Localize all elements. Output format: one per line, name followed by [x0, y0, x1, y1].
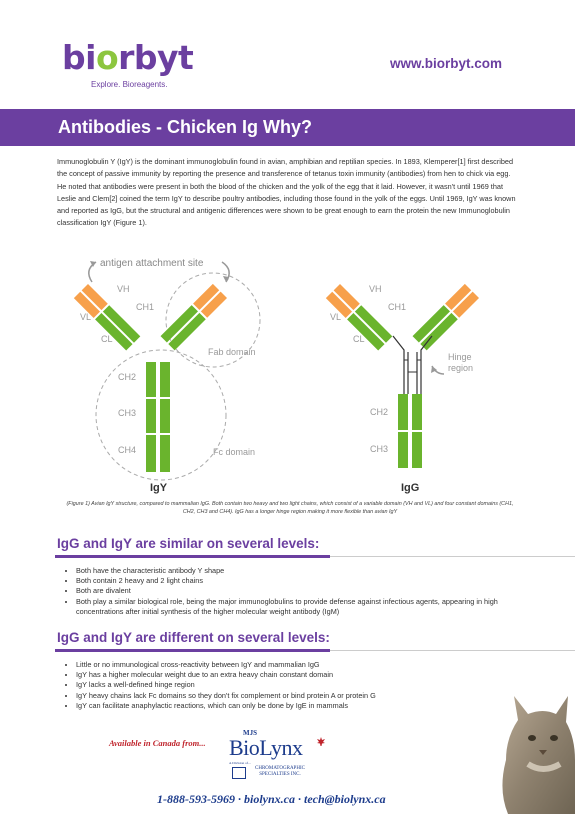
intro-paragraph: Immunoglobulin Y (IgY) is the dominant immunoglobulin found in avian, amphibian and reptilian species. In 1893, Klemperer[1] first described the concept of passive immunity by reporting the presence and transference of tetanus toxin immunity (antibodies) from hen to chick via egg. He noted that antibodies were present in both the blood of the chicken and the yolk of the egg that it laid. However, it wasn't until 1969 that Leslie and Clem[2] coined the term IgY to describe poultry antibodies, including those found in the yolk of the eggs. Until 1969, IgY was known and reported as IgG, but the structural and antigenic differences were shown to be great enough to earn the protein the new Immunoglobulin classification IgY (Figure 1).: [57, 157, 516, 228]
igy-vh-label: VH: [117, 284, 130, 294]
igy-diagram: [74, 258, 260, 494]
igg-ch2-label: CH2: [370, 407, 389, 417]
logo-text-1: bi: [62, 38, 96, 77]
logo-text-3: rbyt: [118, 38, 194, 77]
fc-domain-label: Fc domain: [213, 447, 256, 457]
chromatographic-text: CHROMATOGRAPHIC SPECIALTIES INC.: [255, 766, 305, 777]
fab-domain-label: Fab domain: [208, 347, 256, 357]
similarities-list: [64, 566, 506, 617]
chromatographic-logo-icon: [232, 767, 246, 779]
igy-label: IgY: [150, 482, 168, 494]
igy-ch4-label: CH4: [118, 445, 137, 455]
hinge-line: [393, 336, 404, 394]
maple-leaf-icon: [316, 737, 326, 747]
list-item: • IgY lacks a well-defined hinge region: [76, 680, 506, 690]
list-item: • IgY has a higher molecular weight due to an extra heavy chain constant domain: [76, 670, 506, 680]
igg-ch1-label: CH1: [388, 302, 407, 312]
igy-heavy-stem-right: [160, 362, 170, 472]
list-item: • Little or no immunological cross-reactivity between IgY and mammalian IgG: [76, 660, 506, 670]
mjs-text: MJS: [243, 729, 257, 737]
list-item: • IgY heavy chains lack Fc domains so they don't fix complement or bind protein A or protein G: [76, 691, 506, 701]
igy-cl-label: CL: [101, 334, 113, 344]
igg-vl-label: VL: [330, 312, 342, 322]
list-item: • Both play a similar biological role, being the major immunoglobulins to provide defense against infectious agents, appearing in high concentrations after initial synthesis of the higher molecular weight antibody (IgM): [76, 597, 506, 617]
lynx-cat-image: [488, 690, 575, 814]
igg-diagram: [326, 284, 479, 494]
available-in-canada: Available in Canada from...: [109, 738, 206, 748]
section-similar-title: IgG and IgY are similar on several levels:: [57, 536, 320, 551]
biorbyt-logo[interactable]: [62, 38, 193, 77]
section-different-title: IgG and IgY are different on several levels:: [57, 630, 330, 645]
antigen-site-label: antigen attachment site: [100, 258, 204, 269]
section-underline: [55, 649, 330, 652]
biolynx-logo[interactable]: BioLynx: [229, 735, 303, 760]
igg-ch3-label: CH3: [370, 444, 389, 454]
igy-ch3-label: CH3: [118, 408, 137, 418]
igy-vl-label: VL: [80, 312, 92, 322]
page-title: Antibodies - Chicken Ig Why?: [58, 117, 313, 137]
list-item: • IgY can facilitate anaphylactic reactions, which can only be done by IgE in mammals: [76, 701, 506, 711]
website-link[interactable]: www.biorbyt.com: [390, 56, 503, 71]
logo-text-2: o: [95, 38, 119, 77]
hinge-label-line1: Hinge: [448, 352, 472, 362]
igg-label: IgG: [401, 482, 420, 494]
list-item: • Both contain 2 heavy and 2 light chains: [76, 576, 506, 586]
section-rule: [330, 650, 575, 651]
list-item: • Both have the characteristic antibody Y shape: [76, 566, 506, 576]
igy-ch2-label: CH2: [118, 372, 137, 382]
antibody-structure-figure: [0, 250, 575, 500]
figure-caption: (Figure 1) Avian IgY structure, compared to mammalian IgG. Both contain two heavy and two light chains, which consist of a variable domain (VH and VL) and four constant domains (CH1, CH2, CH3 and CH4). IgG has a longer hinge region making it more flexible than avian IgY: [66, 501, 514, 515]
section-underline: [55, 555, 330, 558]
section-rule: [330, 556, 575, 557]
division-text: A Division of...: [229, 761, 251, 765]
igy-ch1-label: CH1: [136, 302, 155, 312]
hinge-label-line2: region: [448, 363, 474, 373]
contact-info[interactable]: 1-888-593-5969 · biolynx.ca · tech@biolynx.ca: [157, 792, 386, 806]
igg-cl-label: CL: [353, 334, 365, 344]
tagline: Explore. Bioreagents.: [91, 80, 168, 89]
differences-list: [64, 660, 506, 711]
list-item: • Both are divalent: [76, 586, 506, 596]
igg-vh-label: VH: [369, 284, 382, 294]
igy-heavy-stem-left: [146, 362, 156, 472]
